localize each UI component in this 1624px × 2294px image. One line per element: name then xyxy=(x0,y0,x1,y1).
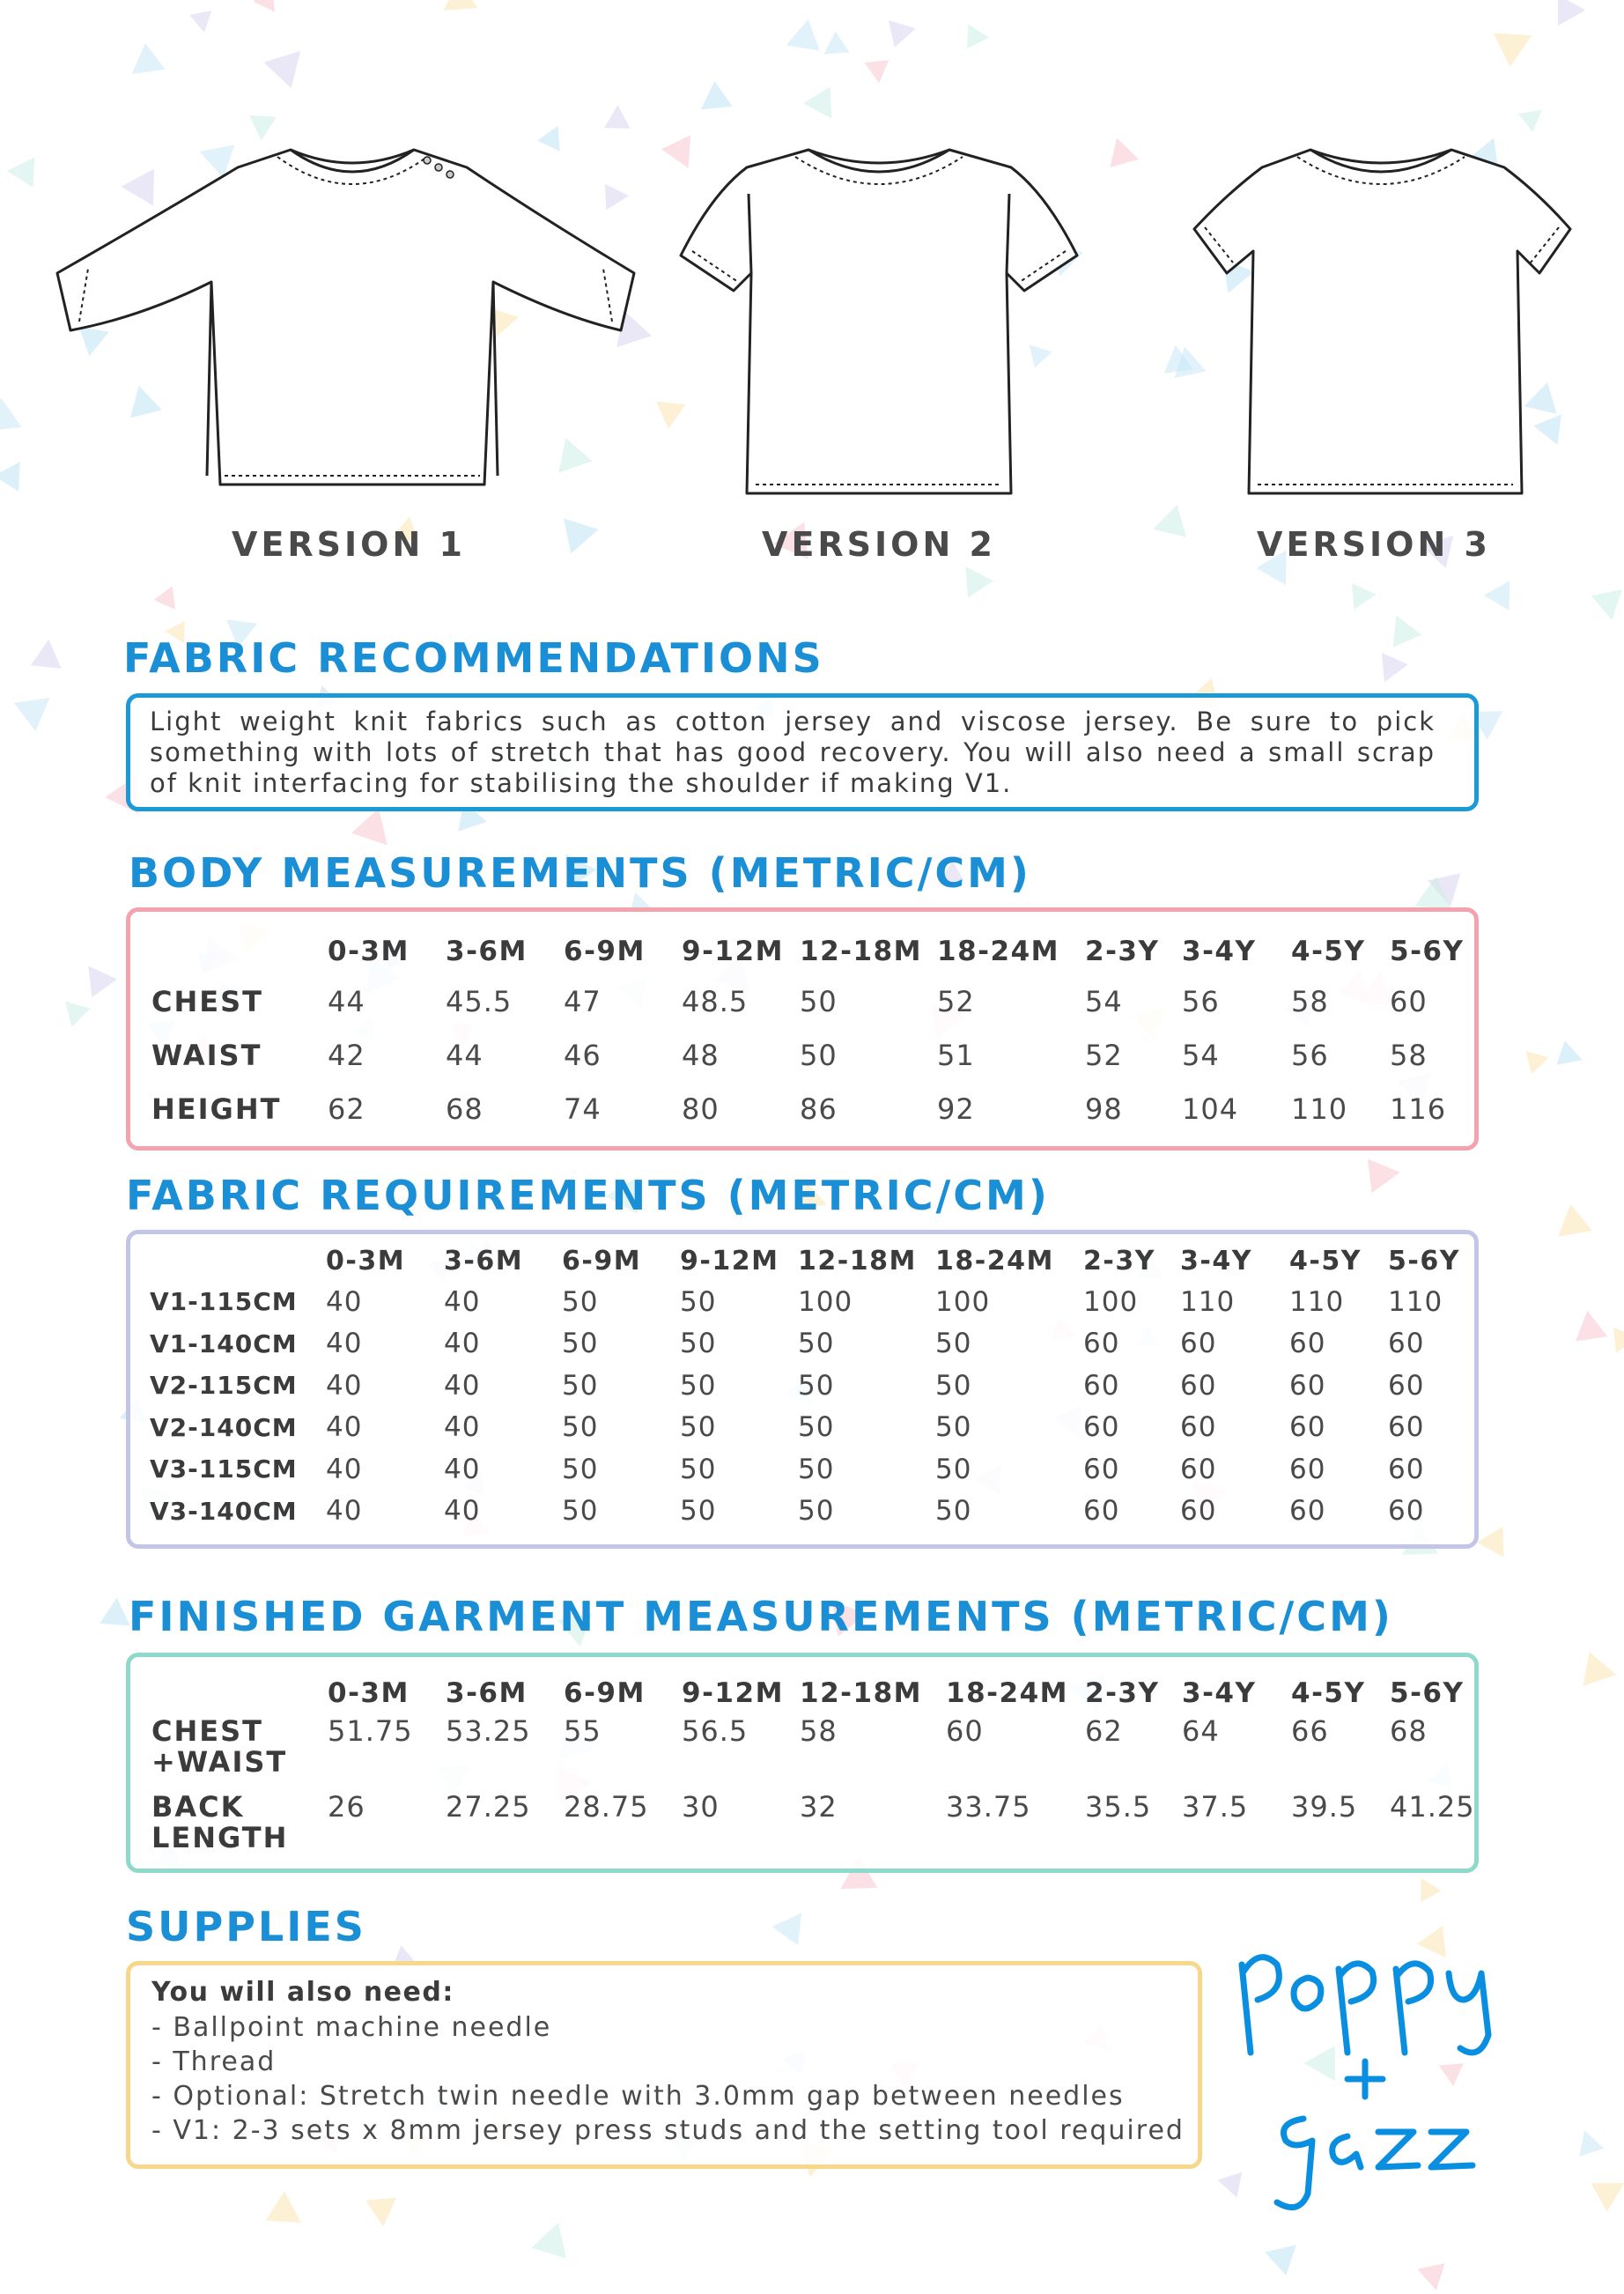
size-header: 9-12M xyxy=(680,1245,779,1276)
table-row xyxy=(150,1281,1485,1323)
finished-garment-rows xyxy=(151,1716,1487,1868)
table-cell: 50 xyxy=(798,1453,835,1485)
table-cell: 60 xyxy=(1180,1328,1217,1360)
table-cell: 60 xyxy=(1083,1411,1120,1444)
table-cell: 50 xyxy=(562,1285,599,1318)
table-cell: 50 xyxy=(935,1495,972,1528)
table-row xyxy=(150,1323,1485,1365)
table-cell: 26 xyxy=(328,1790,365,1824)
supplies-item: - Ballpoint machine needle xyxy=(151,2012,552,2043)
row-label: V1-140CM xyxy=(150,1328,298,1358)
table-cell: 40 xyxy=(444,1411,481,1444)
table-cell: 110 xyxy=(1180,1285,1236,1318)
table-cell: 60 xyxy=(1083,1328,1120,1360)
table-cell: 50 xyxy=(798,1411,835,1444)
table-cell: 40 xyxy=(326,1495,363,1528)
table-cell: 28.75 xyxy=(564,1790,649,1824)
table-cell: 56.5 xyxy=(682,1714,749,1748)
table-cell: 50 xyxy=(680,1369,717,1402)
fabric-requirements-heading: FABRIC REQUIREMENTS (METRIC/CM) xyxy=(126,1172,1050,1219)
table-row xyxy=(150,1365,1485,1407)
size-header: 18-24M xyxy=(935,1245,1054,1276)
table-cell: 47 xyxy=(564,984,602,1018)
table-row xyxy=(150,1491,1485,1533)
table-cell: 51 xyxy=(937,1038,975,1072)
version-2-label: VERSION 2 xyxy=(762,525,996,564)
table-cell: 46 xyxy=(564,1038,602,1072)
table-row xyxy=(150,1448,1485,1491)
table-cell: 41.25 xyxy=(1390,1790,1475,1824)
table-cell: 48 xyxy=(682,1038,720,1072)
supplies-item: - Optional: Stretch twin needle with 3.0mm gap between needles xyxy=(151,2081,1125,2112)
table-cell: 110 xyxy=(1291,1092,1348,1126)
table-cell: 56 xyxy=(1182,984,1220,1018)
poppy-jazz-logo xyxy=(1224,1929,1541,2220)
size-header: 3-4Y xyxy=(1180,1245,1252,1276)
table-cell: 68 xyxy=(446,1092,484,1126)
table-row xyxy=(151,1716,1487,1792)
size-header: 12-18M xyxy=(798,1245,917,1276)
table-cell: 80 xyxy=(682,1092,720,1126)
table-cell: 60 xyxy=(1388,1369,1425,1402)
row-label: CHEST +WAIST xyxy=(151,1714,288,1779)
row-label: V1-115CM xyxy=(150,1287,298,1317)
fabric-requirements-table xyxy=(150,1240,1485,1532)
table-cell: 50 xyxy=(562,1369,599,1402)
size-header: 2-3Y xyxy=(1083,1245,1155,1276)
row-label: BACK LENGTH xyxy=(151,1790,289,1854)
table-cell: 39.5 xyxy=(1291,1790,1358,1824)
size-header: 18-24M xyxy=(946,1677,1068,1709)
supplies-heading: SUPPLIES xyxy=(126,1903,366,1950)
size-header: 3-6M xyxy=(446,936,528,967)
shirt-version-3-illustration xyxy=(1187,141,1575,511)
row-label: V2-115CM xyxy=(150,1371,298,1401)
table-cell: 60 xyxy=(1083,1495,1120,1528)
table-cell: 48.5 xyxy=(682,984,749,1018)
table-cell: 116 xyxy=(1390,1092,1447,1126)
table-cell: 54 xyxy=(1085,984,1123,1018)
table-row xyxy=(151,974,1487,1028)
table-cell: 50 xyxy=(935,1411,972,1444)
table-cell: 60 xyxy=(1180,1453,1217,1485)
table-cell: 40 xyxy=(326,1328,363,1360)
size-header: 6-9M xyxy=(564,936,646,967)
requirements-size-header-row xyxy=(150,1240,1485,1281)
size-header: 5-6Y xyxy=(1390,1677,1465,1709)
table-cell: 50 xyxy=(800,984,838,1018)
table-cell: 35.5 xyxy=(1085,1790,1152,1824)
table-cell: 50 xyxy=(562,1495,599,1528)
body-measurements-table xyxy=(151,929,1487,1136)
size-header: 9-12M xyxy=(682,936,784,967)
size-header: 18-24M xyxy=(937,936,1059,967)
size-header: 4-5Y xyxy=(1291,936,1366,967)
body-measurements-rows xyxy=(151,974,1487,1136)
table-cell: 98 xyxy=(1085,1092,1123,1126)
table-cell: 60 xyxy=(1289,1411,1326,1444)
table-cell: 50 xyxy=(800,1038,838,1072)
size-header: 3-4Y xyxy=(1182,936,1257,967)
table-cell: 50 xyxy=(562,1328,599,1360)
table-cell: 58 xyxy=(1390,1038,1428,1072)
version-1-label: VERSION 1 xyxy=(232,525,466,564)
body-measurements-heading: BODY MEASUREMENTS (METRIC/CM) xyxy=(129,849,1031,897)
size-header: 2-3Y xyxy=(1085,1677,1160,1709)
table-cell: 33.75 xyxy=(946,1790,1031,1824)
table-cell: 40 xyxy=(444,1285,481,1318)
size-header: 4-5Y xyxy=(1289,1245,1362,1276)
header-spacer xyxy=(151,1670,328,1716)
table-cell: 100 xyxy=(798,1285,853,1318)
table-cell: 60 xyxy=(1388,1328,1425,1360)
row-label: V3-115CM xyxy=(150,1454,298,1484)
shirt-version-1-illustration xyxy=(53,141,652,511)
table-cell: 66 xyxy=(1291,1714,1329,1748)
finished-garment-heading: FINISHED GARMENT MEASUREMENTS (METRIC/CM) xyxy=(129,1593,1393,1640)
table-cell: 74 xyxy=(564,1092,602,1126)
table-cell: 50 xyxy=(562,1453,599,1485)
table-cell: 110 xyxy=(1289,1285,1345,1318)
table-cell: 60 xyxy=(1180,1369,1217,1402)
table-cell: 100 xyxy=(935,1285,991,1318)
table-cell: 60 xyxy=(1388,1453,1425,1485)
table-cell: 92 xyxy=(937,1092,975,1126)
table-cell: 40 xyxy=(444,1328,481,1360)
supplies-list xyxy=(151,2010,1185,2148)
table-cell: 50 xyxy=(680,1285,717,1318)
table-cell: 40 xyxy=(326,1411,363,1444)
size-header: 3-6M xyxy=(446,1677,528,1709)
supplies-item: - Thread xyxy=(151,2046,277,2077)
table-cell: 60 xyxy=(1083,1369,1120,1402)
size-header: 6-9M xyxy=(564,1677,646,1709)
table-cell: 60 xyxy=(1289,1495,1326,1528)
size-header: 6-9M xyxy=(562,1245,642,1276)
size-header: 3-4Y xyxy=(1182,1677,1257,1709)
size-header: 0-3M xyxy=(328,936,410,967)
table-cell: 44 xyxy=(328,984,365,1018)
table-cell: 54 xyxy=(1182,1038,1220,1072)
supplies-intro: You will also need: xyxy=(151,1977,454,2008)
table-cell: 40 xyxy=(326,1369,363,1402)
table-cell: 32 xyxy=(800,1790,838,1824)
table-cell: 30 xyxy=(682,1790,720,1824)
table-cell: 62 xyxy=(1085,1714,1123,1748)
row-label: WAIST xyxy=(151,1038,262,1072)
table-cell: 58 xyxy=(1291,984,1329,1018)
table-cell: 68 xyxy=(1390,1714,1428,1748)
table-cell: 27.25 xyxy=(446,1790,531,1824)
size-header: 12-18M xyxy=(800,1677,922,1709)
version-3-label: VERSION 3 xyxy=(1257,525,1491,564)
table-cell: 51.75 xyxy=(328,1714,413,1748)
size-header: 4-5Y xyxy=(1291,1677,1366,1709)
table-row xyxy=(151,1082,1487,1136)
supplies-item: - V1: 2-3 sets x 8mm jersey press studs and the setting tool required xyxy=(151,2115,1185,2146)
table-cell: 60 xyxy=(1083,1453,1120,1485)
table-cell: 60 xyxy=(1289,1369,1326,1402)
table-cell: 50 xyxy=(562,1411,599,1444)
size-header: 5-6Y xyxy=(1390,936,1465,967)
size-header: 9-12M xyxy=(682,1677,784,1709)
table-cell: 60 xyxy=(1289,1328,1326,1360)
table-cell: 37.5 xyxy=(1182,1790,1249,1824)
table-cell: 104 xyxy=(1182,1092,1239,1126)
table-cell: 42 xyxy=(328,1038,365,1072)
finished-size-header-row xyxy=(151,1670,1487,1716)
table-cell: 40 xyxy=(444,1453,481,1485)
table-cell: 50 xyxy=(680,1411,717,1444)
table-cell: 58 xyxy=(800,1714,838,1748)
table-cell: 50 xyxy=(798,1369,835,1402)
table-cell: 50 xyxy=(680,1328,717,1360)
table-cell: 40 xyxy=(444,1369,481,1402)
table-cell: 56 xyxy=(1291,1038,1329,1072)
header-spacer xyxy=(150,1240,326,1281)
table-cell: 62 xyxy=(328,1092,365,1126)
table-cell: 53.25 xyxy=(446,1714,531,1748)
table-cell: 50 xyxy=(935,1369,972,1402)
shirt-version-2-illustration xyxy=(676,141,1081,511)
table-cell: 50 xyxy=(680,1495,717,1528)
row-label: V2-140CM xyxy=(150,1412,298,1442)
table-row xyxy=(151,1028,1487,1082)
size-header: 0-3M xyxy=(328,1677,410,1709)
table-cell: 40 xyxy=(444,1495,481,1528)
table-cell: 52 xyxy=(1085,1038,1123,1072)
table-cell: 60 xyxy=(1390,984,1428,1018)
table-cell: 50 xyxy=(935,1453,972,1485)
table-cell: 50 xyxy=(798,1328,835,1360)
size-header: 2-3Y xyxy=(1085,936,1160,967)
row-label: CHEST xyxy=(151,984,263,1018)
table-cell: 50 xyxy=(935,1328,972,1360)
table-cell: 60 xyxy=(1180,1411,1217,1444)
table-cell: 60 xyxy=(1289,1453,1326,1485)
table-cell: 40 xyxy=(326,1285,363,1318)
row-label: V3-140CM xyxy=(150,1496,298,1526)
fabric-requirements-rows xyxy=(150,1281,1485,1532)
table-cell: 60 xyxy=(1388,1411,1425,1444)
table-cell: 50 xyxy=(680,1453,717,1485)
header-spacer xyxy=(151,929,328,974)
table-cell: 55 xyxy=(564,1714,602,1748)
table-cell: 100 xyxy=(1083,1285,1139,1318)
table-cell: 40 xyxy=(326,1453,363,1485)
table-row xyxy=(151,1792,1487,1868)
table-cell: 50 xyxy=(798,1495,835,1528)
body-size-header-row xyxy=(151,929,1487,974)
table-cell: 44 xyxy=(446,1038,484,1072)
size-header: 0-3M xyxy=(326,1245,406,1276)
size-header: 5-6Y xyxy=(1388,1245,1460,1276)
table-cell: 110 xyxy=(1388,1285,1443,1318)
table-cell: 86 xyxy=(800,1092,838,1126)
size-header: 3-6M xyxy=(444,1245,524,1276)
table-cell: 64 xyxy=(1182,1714,1220,1748)
table-cell: 60 xyxy=(1388,1495,1425,1528)
table-cell: 60 xyxy=(946,1714,984,1748)
fabric-recommendations-heading: FABRIC RECOMMENDATIONS xyxy=(123,634,824,682)
table-row xyxy=(150,1407,1485,1449)
fabric-recommendations-text: Light weight knit fabrics such as cotton jersey and viscose jersey. Be sure to pick something with lots of stretch that has good recovery. You will also need a small scrap of knit interfacing for stabilising the shoulder if making V1. xyxy=(150,707,1436,798)
table-cell: 52 xyxy=(937,984,975,1018)
size-header: 12-18M xyxy=(800,936,922,967)
table-cell: 45.5 xyxy=(446,984,513,1018)
table-cell: 60 xyxy=(1180,1495,1217,1528)
finished-garment-table xyxy=(151,1670,1487,1868)
row-label: HEIGHT xyxy=(151,1092,282,1126)
